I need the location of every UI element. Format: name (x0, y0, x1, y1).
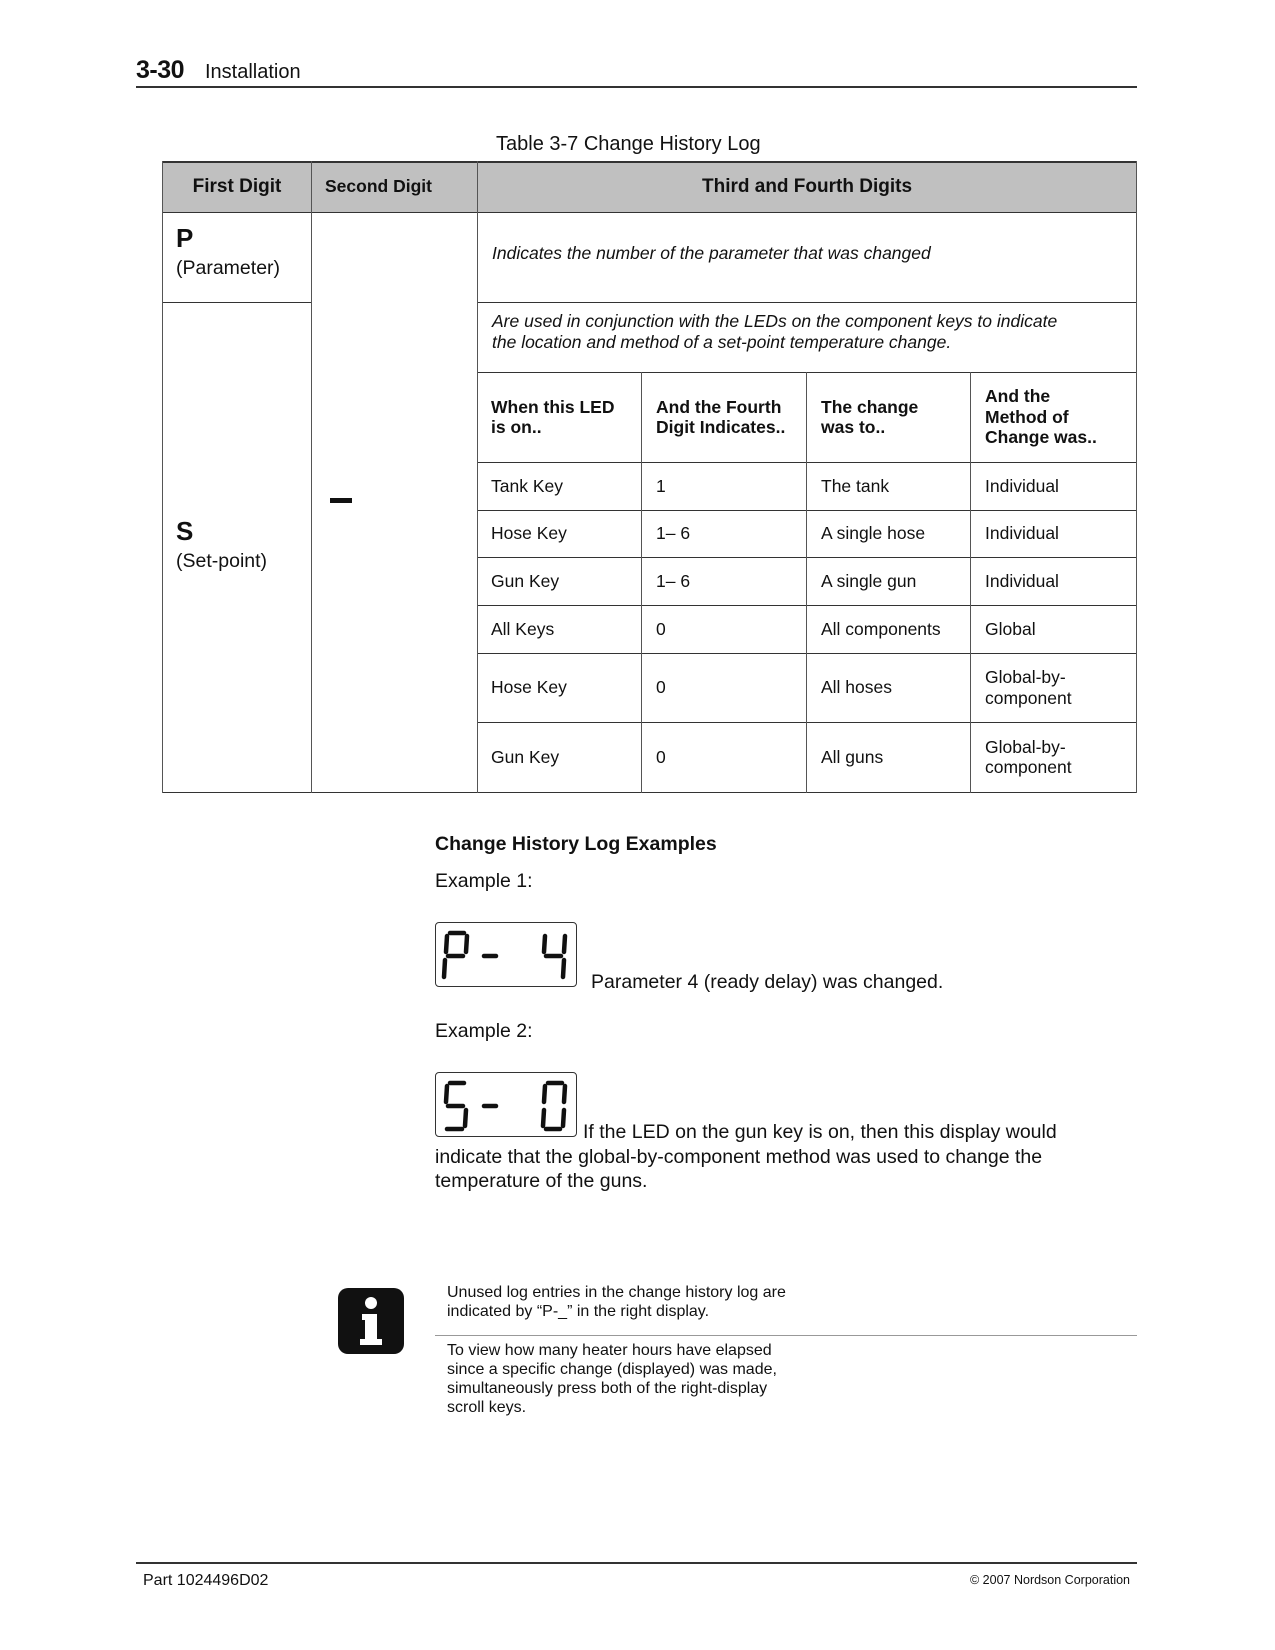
row-method-line-1: Global-by- (985, 736, 1066, 757)
setpoint-description-line-2: the location and method of a set-point temperature change. (492, 332, 952, 352)
row-change-to: A single gun (821, 570, 917, 591)
header-third-fourth-digits: Third and Fourth Digits (701, 175, 913, 197)
grid-line (477, 462, 1137, 463)
row-led: Hose Key (491, 523, 567, 544)
note-2 (447, 1341, 777, 1417)
info-icon (338, 1288, 404, 1354)
example-2-description-line-1: If the LED on the gun key is on, then this display would (583, 1121, 1057, 1143)
row-method (985, 557, 1130, 605)
section-title: Installation (205, 61, 301, 83)
setpoint-label: (Set-point) (176, 550, 268, 572)
grid-line (477, 161, 478, 793)
subheader-fourth-digit-line-2: Digit Indicates.. (656, 417, 786, 437)
example-1-description: Parameter 4 (ready delay) was changed. (591, 971, 944, 993)
note-2-line-1: To view how many heater hours have elapsed (447, 1342, 772, 1359)
row-method-line-2: component (985, 757, 1072, 777)
lcd-digits-p-4 (436, 923, 578, 988)
grid-line (970, 372, 971, 793)
row-fourth-digit: 1 (656, 475, 666, 496)
info-glyph (338, 1288, 404, 1354)
row-method-line-1: Global (985, 618, 1036, 639)
copyright: © 2007 Nordson Corporation (970, 1573, 1130, 1587)
row-fourth-digit: 0 (656, 618, 666, 639)
header-first-digit: First Digit (192, 175, 282, 197)
grid-line (477, 653, 1137, 654)
examples-heading: Change History Log Examples (435, 833, 717, 855)
row-method-line-1: Global-by- (985, 667, 1066, 687)
row-led: Gun Key (491, 570, 560, 591)
row-led: Tank Key (491, 475, 563, 496)
footer-divider (136, 1562, 1137, 1564)
subheader-change-to (821, 372, 981, 462)
setpoint-description (492, 311, 1057, 353)
row-change-to: The tank (821, 475, 890, 496)
page-number: 3-30 (136, 56, 185, 84)
note-2-line-2: since a specific change (displayed) was made, (447, 1361, 777, 1378)
header-divider (136, 86, 1137, 88)
note-1-line-1: Unused log entries in the change history log are (447, 1284, 786, 1301)
parameter-letter: P (176, 223, 194, 253)
subheader-led (491, 372, 651, 462)
note-2-line-3: simultaneously press both of the right-display (447, 1380, 768, 1397)
example-2-description-line-2: indicate that the global-by-component method was used to change the (435, 1146, 1043, 1168)
setpoint-description-line-1: Are used in conjunction with the LEDs on the component keys to indicate (492, 311, 1058, 331)
row-method (985, 722, 1130, 792)
row-method-line-1: Individual (985, 570, 1059, 591)
subheader-change-to-line-1: The change (821, 396, 919, 417)
grid-line (162, 792, 1137, 793)
subheader-led-line-2: is on.. (491, 417, 542, 437)
row-led: Hose Key (491, 677, 567, 698)
table-caption: Table 3-7 Change History Log (496, 133, 761, 155)
grid-line (477, 372, 1137, 373)
grid-line (806, 372, 807, 793)
row-led: All Keys (491, 618, 555, 639)
grid-line (477, 722, 1137, 723)
subheader-fourth-digit (656, 372, 816, 462)
grid-line (162, 302, 312, 303)
note-divider (435, 1335, 1137, 1336)
lcd-display-example-1 (435, 922, 577, 987)
row-led: Gun Key (491, 746, 560, 767)
row-change-to: All hoses (821, 677, 893, 698)
subheader-method-line-2: Method of (985, 406, 1069, 427)
grid-line (311, 161, 312, 793)
note-1-line-2: indicated by “P-_” in the right display. (447, 1303, 710, 1320)
row-change-to: All guns (821, 746, 884, 767)
grid-line (641, 372, 642, 793)
subheader-method-line-3: Change was.. (985, 427, 1097, 448)
row-method-line-2: component (985, 687, 1072, 708)
row-method-line-1: Individual (985, 475, 1059, 496)
row-fourth-digit: 0 (656, 746, 666, 767)
row-fourth-digit: 1– 6 (656, 523, 691, 544)
parameter-description: Indicates the number of the parameter that was changed (492, 243, 931, 263)
grid-line (477, 605, 1137, 606)
row-method-line-1: Individual (985, 523, 1059, 544)
example-2-description-line-3: temperature of the guns. (435, 1170, 648, 1192)
grid-line (162, 161, 1137, 163)
grid-line (162, 212, 1137, 213)
subheader-fourth-digit-line-1: And the Fourth (656, 396, 782, 417)
grid-line (1136, 161, 1137, 793)
subheader-method-line-1: And the (985, 386, 1051, 407)
change-history-log-table (162, 161, 1137, 793)
row-fourth-digit: 0 (656, 677, 666, 698)
note-2-line-4: scroll keys. (447, 1399, 527, 1416)
subheader-change-to-line-2: was to.. (821, 417, 886, 437)
example-2-label: Example 2: (435, 1020, 533, 1042)
subheader-led-line-1: When this LED (491, 396, 615, 417)
grid-line (162, 161, 163, 793)
setpoint-letter: S (176, 516, 194, 546)
row-method (985, 605, 1130, 653)
part-number: Part 1024496D02 (143, 1572, 269, 1589)
row-change-to: All components (821, 618, 941, 639)
note-1 (447, 1283, 786, 1321)
row-method (985, 462, 1130, 510)
row-method (985, 510, 1130, 557)
row-method (985, 653, 1130, 722)
header-second-digit: Second Digit (325, 176, 432, 196)
grid-line (477, 302, 1137, 303)
lcd-digits-s-0 (436, 1073, 578, 1138)
lcd-display-example-2 (435, 1072, 577, 1137)
subheader-method (985, 372, 1135, 462)
row-change-to: A single hose (821, 523, 926, 544)
row-fourth-digit: 1– 6 (656, 570, 691, 591)
grid-line (477, 557, 1137, 558)
parameter-label: (Parameter) (176, 257, 281, 279)
second-digit-dash (330, 498, 352, 503)
example-1-label: Example 1: (435, 870, 533, 892)
grid-line (477, 510, 1137, 511)
